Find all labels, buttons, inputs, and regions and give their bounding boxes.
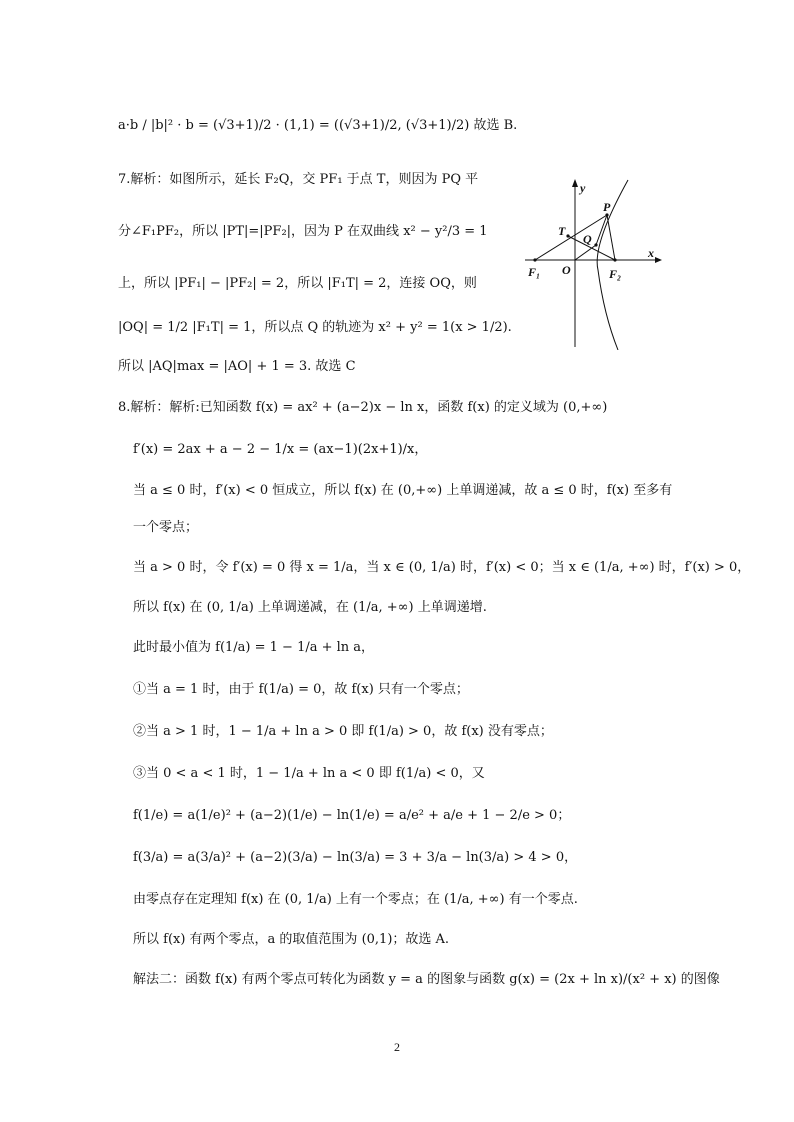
label-y: y	[580, 181, 586, 195]
label-P: P	[603, 200, 611, 214]
y-axis-arrow	[572, 179, 578, 187]
text-line: ②当 a > 1 时，1 − 1/a + ln a > 0 即 f(1/a) > 0，故 f(x) 没有零点；	[133, 724, 553, 739]
label-T: T	[558, 224, 566, 238]
text-line: 当 a > 0 时，令 f′(x) = 0 得 x = 1/a，当 x ∈ (0, 1/a) 时，f′(x) < 0；当 x ∈ (1/a, +∞) 时，f′(x) > 0，	[133, 560, 751, 575]
text-line: 当 a ≤ 0 时，f′(x) < 0 恒成立，所以 f(x) 在 (0,+∞) 上单调递减，故 a ≤ 0 时，f(x) 至多有	[133, 483, 673, 498]
segment-O-Q	[575, 245, 596, 260]
text-line: f(3/a) = a(3/a)² + (a−2)(3/a) − ln(3/a) = 3 + 3/a − ln(3/a) > 4 > 0，	[133, 850, 578, 865]
point-F1	[533, 258, 536, 261]
page-number: 2	[394, 1040, 400, 1054]
point-T	[566, 234, 569, 237]
text-line: 所以 f(x) 有两个零点，a 的取值范围为 (0,1)；故选 A.	[133, 932, 450, 947]
segment-P-Q	[596, 215, 607, 245]
label-F2: F₂	[609, 267, 622, 281]
text-line: 上，所以 |PF₁| − |PF₂| = 2，所以 |F₁T| = 2，连接 OQ，则	[118, 276, 477, 291]
text-line: f′(x) = 2ax + a − 2 − 1/x = (ax−1)(2x+1)/x，	[133, 442, 428, 457]
text-line: 解法二：函数 f(x) 有两个零点可转化为函数 y = a 的图象与函数 g(x) = (2x + ln x)/(x² + x) 的图像	[133, 972, 720, 987]
text-line: ①当 a = 1 时，由于 f(1/a) = 0，故 f(x) 只有一个零点；	[133, 682, 469, 697]
text-line: 所以 |AQ|max = |AO| + 1 = 3. 故选 C	[118, 359, 356, 374]
text-line: ③当 0 < a < 1 时，1 − 1/a + ln a < 0 即 f(1/a) < 0，又	[133, 766, 485, 781]
text-line: |OQ| = 1/2 |F₁T| = 1，所以点 Q 的轨迹为 x² + y² = 1(x > 1/2).	[118, 320, 512, 335]
point-Q	[594, 243, 597, 246]
text-line: 分∠F₁PF₂，所以 |PT|=|PF₂|，因为 P 在双曲线 x² − y²/3 = 1	[118, 224, 488, 239]
hyperbola-branch	[597, 180, 628, 350]
text-line: 此时最小值为 f(1/a) = 1 − 1/a + ln a，	[133, 640, 375, 655]
text-line: 所以 f(x) 在 (0, 1/a) 上单调递减，在 (1/a, +∞) 上单调递增.	[133, 600, 487, 615]
label-x: x	[648, 246, 654, 260]
text-line: 一个零点；	[133, 520, 199, 535]
label-Q: Q	[583, 232, 592, 246]
label-F1: F₁	[528, 265, 541, 279]
text-line: 由零点存在定理知 f(x) 在 (0, 1/a) 上有一个零点；在 (1/a, +∞) 有一个零点.	[133, 892, 578, 907]
text-line: 8.解析：解析:已知函数 f(x) = ax² + (a−2)x − ln x，函数 f(x) 的定义域为 (0,+∞)	[118, 400, 608, 415]
hyperbola-figure	[520, 175, 670, 350]
text-line: f(1/e) = a(1/e)² + (a−2)(1/e) − ln(1/e) = a/e² + a/e + 1 − 2/e > 0；	[133, 808, 571, 823]
segment-P-F2	[607, 215, 615, 260]
label-O: O	[562, 263, 571, 277]
text-line: a·b / |b|² · b = (√3+1)/2 · (1,1) = ((√3+1)/2, (√3+1)/2) 故选 B.	[118, 118, 518, 133]
x-axis-arrow	[655, 257, 662, 263]
point-F2	[613, 258, 616, 261]
text-line: 7.解析：如图所示，延长 F₂Q，交 PF₁ 于点 T，则因为 PQ 平	[118, 172, 479, 187]
